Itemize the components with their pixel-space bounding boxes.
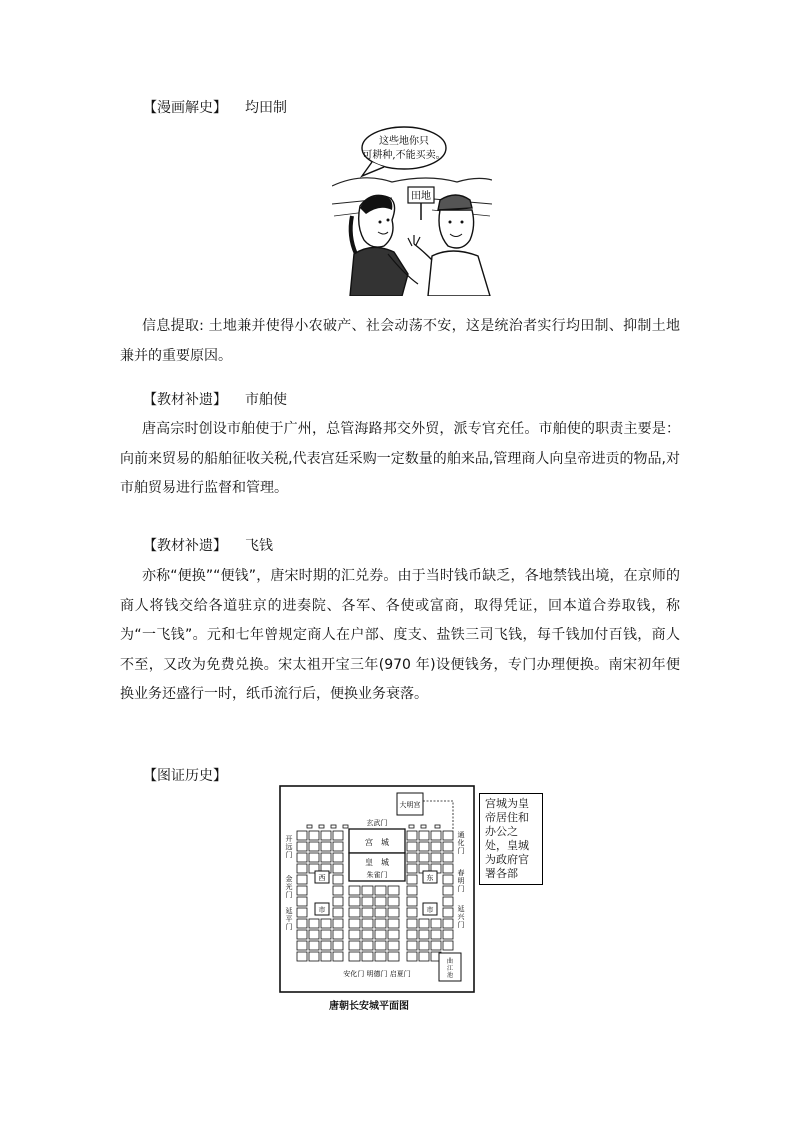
ward-block: [297, 875, 307, 884]
ward-block: [349, 908, 360, 917]
section-bracket: 【漫画解史】: [143, 100, 227, 116]
field-sign: 田地: [411, 191, 431, 202]
ward-block: [297, 864, 307, 873]
feiqian-paragraph: 亦称“便换”“便钱”，唐宋时期的汇兑券。由于当时钱币缺乏，各地禁钱出境，在京师的商人将钱交给各道驻京的进奏院、各军、各使或富商，取得凭证，回本道合券取钱，称为“一飞钱”。元和七年曾规定商人在户部、度支、盐铁三司飞钱，每千钱加付百钱，商人不至，又改为免费兑换。宋太祖开宝三年(970 年)设便钱务，专门办理便换。南宋初年便换业务还盛行一时，纸币流行后，便换业务衰落。: [120, 568, 680, 702]
ward-block: [349, 897, 360, 906]
ward-block: [362, 886, 373, 895]
west-market-shi-label: 市: [318, 906, 326, 914]
ward-block: [297, 886, 307, 895]
ward-block: [407, 875, 417, 884]
ward-block: [431, 930, 441, 939]
speech-line-2: 可耕种,不能买卖。: [362, 150, 446, 161]
ward-block: [419, 853, 429, 862]
section-bracket: 【教材补遗】: [143, 538, 227, 554]
map-caption: 唐朝长安城平面图: [329, 1001, 409, 1012]
ward-block: [349, 952, 360, 961]
chunming-gate-label: 春明门: [457, 869, 465, 893]
ward-block: [443, 875, 453, 884]
imperial-city-label: 皇 城: [365, 858, 389, 867]
ward-block: [388, 919, 399, 928]
ward-block: [321, 842, 331, 851]
ward-block: [309, 842, 319, 851]
info-paragraph: 信息提取: 土地兼并使得小农破产、社会动荡不安，这是统治者实行均田制、抑制土地兼并的重要原因。: [120, 318, 680, 364]
ward-block: [407, 941, 417, 950]
ward-block: [443, 864, 453, 873]
east-market-label: 东: [426, 874, 434, 882]
ward-block: [375, 886, 386, 895]
ward-block: [419, 952, 429, 961]
ward-block: [419, 919, 429, 928]
ward-block: [421, 825, 426, 828]
ward-block: [297, 908, 307, 917]
ward-block: [307, 825, 312, 828]
ward-block: [443, 831, 453, 840]
ward-block: [362, 952, 373, 961]
ward-block: [297, 842, 307, 851]
section-title: 均田制: [245, 100, 287, 116]
shibo-paragraph: 唐高宗时创设市舶使于广州，总管海路邦交外贸，派专官充任。市舶使的职责主要是：向前来贸易的船舶征收关税,代表宫廷采购一定数量的舶来品,管理商人向皇帝进贡的物品,对市舶贸易进行监督和管理。: [120, 421, 680, 496]
ward-block: [409, 825, 414, 828]
section-bracket: 【图证历史】: [143, 768, 227, 784]
ward-block: [362, 941, 373, 950]
ward-block: [431, 919, 441, 928]
east-market-shi-label: 市: [426, 906, 434, 914]
ward-block: [431, 831, 441, 840]
ward-block: [333, 842, 343, 851]
ward-block: [333, 930, 343, 939]
ward-block: [349, 919, 360, 928]
ward-block: [388, 886, 399, 895]
ward-block: [319, 825, 324, 828]
ward-block: [321, 831, 331, 840]
ward-block: [331, 825, 336, 828]
ward-block: [333, 897, 343, 906]
ward-block: [297, 897, 307, 906]
south-gates-label: 安化门 明德门 启夏门: [343, 970, 411, 978]
ward-block: [333, 831, 343, 840]
ward-block: [297, 853, 307, 862]
ward-block: [297, 930, 307, 939]
ward-block: [388, 930, 399, 939]
ward-block: [321, 853, 331, 862]
ward-block: [343, 825, 348, 828]
ward-block: [431, 853, 441, 862]
ward-block: [388, 908, 399, 917]
ward-block: [333, 952, 343, 961]
ward-block: [419, 842, 429, 851]
ward-block: [333, 941, 343, 950]
ward-block: [362, 897, 373, 906]
changan-map: [279, 785, 475, 993]
jinguang-gate-label: 金光门: [285, 875, 293, 899]
ward-block: [349, 930, 360, 939]
kaiyuan-gate-label: 开远门: [285, 835, 293, 859]
ward-block: [431, 842, 441, 851]
qujiang-label: 曲江池: [446, 958, 454, 979]
ward-block: [333, 853, 343, 862]
ward-block: [407, 842, 417, 851]
ward-block: [407, 908, 417, 917]
ward-block: [407, 864, 417, 873]
ward-block: [419, 941, 429, 950]
ward-block: [333, 919, 343, 928]
yanping-gate-label: 延平门: [285, 907, 293, 931]
ward-block: [349, 886, 360, 895]
palace-city-label: 宫 城: [365, 838, 389, 847]
ward-block: [362, 930, 373, 939]
section-bracket: 【教材补遗】: [143, 392, 227, 408]
ward-block: [407, 919, 417, 928]
ward-block: [333, 875, 343, 884]
ward-block: [388, 897, 399, 906]
ward-block: [375, 941, 386, 950]
map-side-note: 宫城为皇帝居住和办公之处，皇城为政府官署各部: [479, 793, 543, 885]
ward-block: [321, 919, 331, 928]
ward-block: [362, 919, 373, 928]
ward-block: [419, 930, 429, 939]
section-title: 飞钱: [245, 538, 273, 554]
ward-block: [333, 886, 343, 895]
ward-block: [407, 897, 417, 906]
ward-block: [407, 952, 417, 961]
ward-block: [375, 908, 386, 917]
ward-block: [375, 897, 386, 906]
ward-block: [443, 930, 453, 939]
ward-block: [333, 864, 343, 873]
ward-block: [443, 919, 453, 928]
ward-block: [407, 853, 417, 862]
ward-block: [435, 825, 440, 828]
ward-block: [309, 853, 319, 862]
ward-block: [309, 930, 319, 939]
ward-block: [419, 831, 429, 840]
ward-block: [321, 941, 331, 950]
zhuque-gate-label: 朱雀门: [366, 871, 388, 879]
ward-block: [309, 919, 319, 928]
ward-block: [321, 930, 331, 939]
ward-block: [431, 941, 441, 950]
xuanwu-gate-label: 玄武门: [366, 819, 388, 827]
ward-block: [297, 919, 307, 928]
ward-block: [443, 886, 453, 895]
ward-block: [349, 941, 360, 950]
ward-block: [388, 941, 399, 950]
section-heading-tuzheng: [143, 765, 227, 785]
section-heading-juntian: [143, 97, 287, 117]
ward-block: [375, 919, 386, 928]
section-heading-shibo: [143, 389, 287, 409]
ward-block: [321, 952, 331, 961]
ward-block: [297, 952, 307, 961]
ward-block: [333, 908, 343, 917]
ward-block: [443, 897, 453, 906]
ward-block: [297, 831, 307, 840]
ward-block: [407, 930, 417, 939]
ward-block: [407, 886, 417, 895]
west-market-label: 西: [318, 874, 326, 882]
ward-block: [309, 952, 319, 961]
section-title: 市舶使: [245, 392, 287, 408]
ward-block: [375, 930, 386, 939]
ward-block: [407, 831, 417, 840]
ward-block: [443, 853, 453, 862]
ward-block: [375, 952, 386, 961]
comic-illustration: [332, 124, 492, 296]
ward-block: [443, 908, 453, 917]
ward-block: [362, 908, 373, 917]
ward-block: [388, 952, 399, 961]
speech-line-1: 这些地你只: [379, 136, 429, 147]
ward-block: [443, 941, 453, 950]
yanxing-gate-label: 延兴门: [457, 905, 465, 929]
ward-block: [443, 842, 453, 851]
section-heading-feiqian: [143, 535, 273, 555]
ward-block: [297, 941, 307, 950]
daming-palace-label: 大明宫: [399, 801, 421, 809]
ward-block: [309, 941, 319, 950]
tonghua-gate-label: 通化门: [457, 831, 465, 855]
ward-block: [309, 831, 319, 840]
